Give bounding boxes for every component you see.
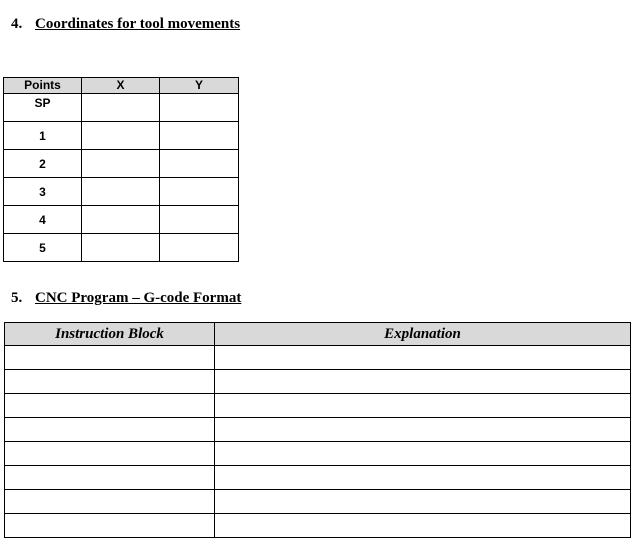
table-row (4, 94, 239, 122)
explanation-cell[interactable] (215, 370, 631, 394)
x-column-header: X (82, 78, 160, 94)
section-4-number: 4. (11, 16, 23, 32)
explanation-cell[interactable] (215, 346, 631, 370)
instruction-block-cell[interactable] (5, 442, 215, 466)
section-4-heading (11, 16, 240, 33)
x-value-cell[interactable] (82, 150, 160, 178)
table-row (5, 418, 631, 442)
instruction-block-cell[interactable] (5, 418, 215, 442)
explanation-cell[interactable] (215, 514, 631, 538)
x-value-cell[interactable] (82, 122, 160, 150)
instruction-block-cell[interactable] (5, 346, 215, 370)
table-row (4, 178, 239, 206)
coordinates-table (3, 77, 239, 262)
explanation-cell[interactable] (215, 418, 631, 442)
point-label: 5 (4, 234, 82, 262)
y-value-cell[interactable] (160, 178, 239, 206)
x-value-cell[interactable] (82, 178, 160, 206)
x-value-cell[interactable] (82, 206, 160, 234)
point-label: 4 (4, 206, 82, 234)
explanation-cell[interactable] (215, 490, 631, 514)
x-value-cell[interactable] (82, 234, 160, 262)
instruction-block-header: Instruction Block (5, 323, 215, 346)
explanation-cell[interactable] (215, 466, 631, 490)
instruction-block-cell[interactable] (5, 514, 215, 538)
table-row (5, 370, 631, 394)
y-value-cell[interactable] (160, 122, 239, 150)
gcode-program-table (4, 322, 631, 538)
section-5-number: 5. (11, 290, 23, 306)
explanation-header: Explanation (215, 323, 631, 346)
section-5-heading (11, 290, 241, 307)
table-row (5, 346, 631, 370)
y-column-header: Y (160, 78, 239, 94)
table-row (5, 514, 631, 538)
table-row (5, 394, 631, 418)
y-value-cell[interactable] (160, 150, 239, 178)
table-row (5, 442, 631, 466)
point-label: 2 (4, 150, 82, 178)
table-row (4, 150, 239, 178)
point-label: 1 (4, 122, 82, 150)
table-row (4, 122, 239, 150)
x-value-cell[interactable] (82, 94, 160, 122)
point-label: SP (4, 94, 82, 122)
instruction-block-cell[interactable] (5, 466, 215, 490)
section-5-title: CNC Program – G-code Format (35, 290, 242, 306)
section-4-title: Coordinates for tool movements (35, 16, 241, 32)
y-value-cell[interactable] (160, 94, 239, 122)
y-value-cell[interactable] (160, 234, 239, 262)
instruction-block-cell[interactable] (5, 370, 215, 394)
table-row (5, 466, 631, 490)
table-row (4, 234, 239, 262)
table-row (5, 490, 631, 514)
y-value-cell[interactable] (160, 206, 239, 234)
instruction-block-cell[interactable] (5, 490, 215, 514)
coordinates-header-row (4, 78, 239, 94)
instruction-block-cell[interactable] (5, 394, 215, 418)
point-label: 3 (4, 178, 82, 206)
points-column-header: Points (4, 78, 82, 94)
gcode-header-row (5, 323, 631, 346)
explanation-cell[interactable] (215, 442, 631, 466)
explanation-cell[interactable] (215, 394, 631, 418)
table-row (4, 206, 239, 234)
